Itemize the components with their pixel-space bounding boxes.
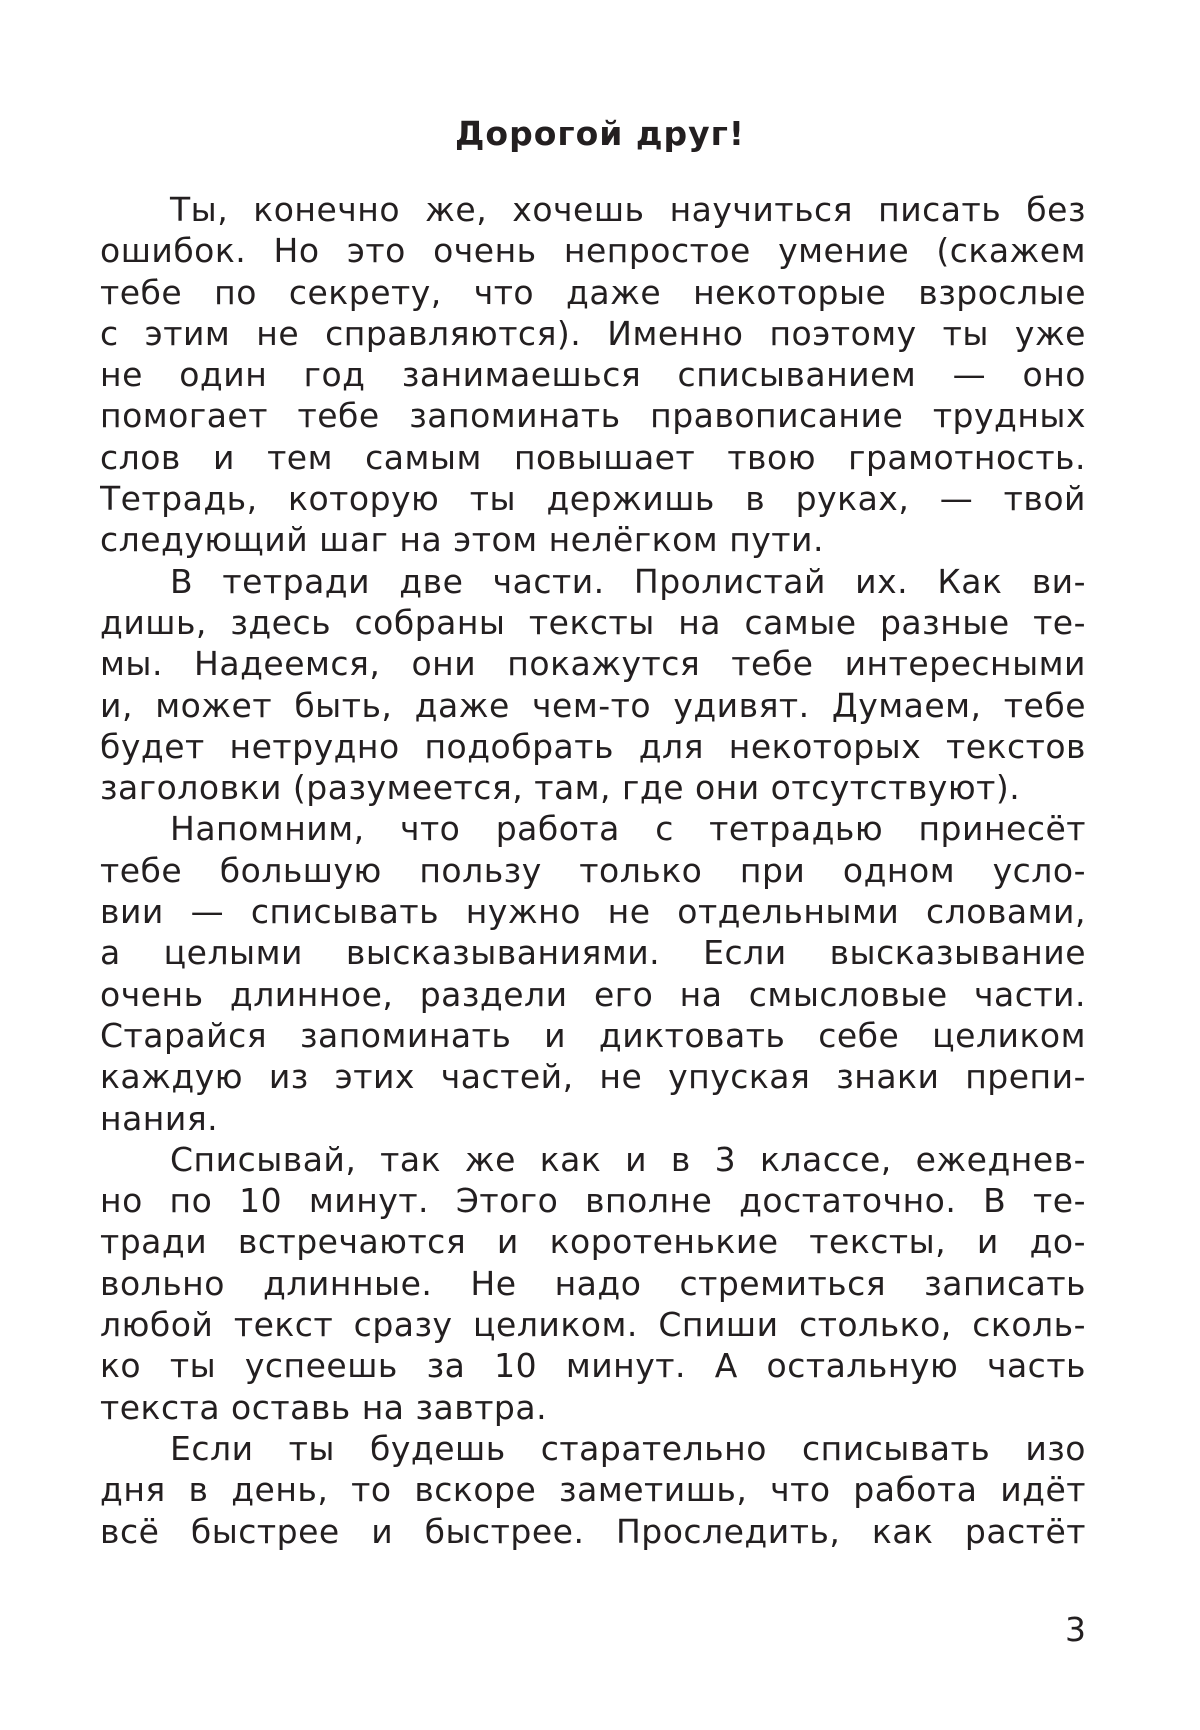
- text-line: тради встречаются и коротенькие тексты, и до-: [100, 1222, 1086, 1262]
- text-line: помогает тебе запоминать правописание трудных: [100, 396, 1086, 436]
- text-line: с этим не справляются). Именно поэтому ты уже: [100, 313, 1086, 353]
- text-line: ко ты успеешь за 10 минут. А остальную часть: [100, 1346, 1086, 1386]
- text-line: заголовки (разумеется, там, где они отсутствуют).: [100, 768, 1021, 808]
- text-line: но по 10 минут. Этого вполне достаточно. В те-: [100, 1181, 1086, 1221]
- text-line: Списывай, так же как и в 3 классе, ежеднев-: [170, 1139, 1086, 1179]
- text-line: нания.: [100, 1098, 219, 1138]
- text-line: дня в день, то вскоре заметишь, что работа идёт: [100, 1470, 1086, 1510]
- text-line: тебе большую пользу только при одном усло-: [100, 850, 1086, 890]
- text-line: всё быстрее и быстрее. Проследить, как растёт: [100, 1511, 1086, 1551]
- text-line: Тетрадь, которую ты держишь в руках, — твой: [100, 479, 1086, 519]
- text-line: очень длинное, раздели его на смысловые части.: [100, 974, 1086, 1014]
- text-line: В тетради две части. Пролистай их. Как ви-: [170, 561, 1086, 601]
- text-line: Ты, конечно же, хочешь научиться писать без: [170, 190, 1086, 229]
- text-line: вии — списывать нужно не отдельными словами,: [100, 892, 1086, 932]
- text-line: следующий шаг на этом нелёгком пути.: [100, 520, 824, 560]
- text-line: вольно длинные. Не надо стремиться записать: [100, 1263, 1086, 1303]
- text-line: Если ты будешь старательно списывать изо: [170, 1428, 1086, 1468]
- text-line: текста оставь на завтра.: [100, 1387, 548, 1427]
- text-line: ошибок. Но это очень непростое умение (скажем: [100, 231, 1086, 271]
- text-line: слов и тем самым повышает твою грамотность.: [100, 437, 1086, 477]
- body-text: [100, 189, 1086, 1552]
- text-line: не один год занимаешься списыванием — оно: [100, 355, 1086, 395]
- text-line: каждую из этих частей, не упуская знаки препи-: [100, 1057, 1086, 1097]
- page-title: Дорогой друг!: [455, 114, 745, 153]
- text-line: дишь, здесь собраны тексты на самые разные те-: [100, 602, 1086, 642]
- text-line: Старайся запоминать и диктовать себе целиком: [100, 1015, 1086, 1055]
- text-line: любой текст сразу целиком. Спиши столько, сколь-: [100, 1305, 1086, 1345]
- text-line: будет нетрудно подобрать для некоторых текстов: [100, 726, 1086, 766]
- text-line: мы. Надеемся, они покажутся тебе интересными: [100, 644, 1086, 684]
- page-number: 3: [1065, 1610, 1086, 1649]
- text-line: тебе по секрету, что даже некоторые взрослые: [100, 272, 1086, 312]
- text-line: и, может быть, даже чем-то удивят. Думаем, тебе: [100, 685, 1086, 725]
- text-line: Напомним, что работа с тетрадью принесёт: [170, 809, 1086, 849]
- text-line: а целыми высказываниями. Если высказывание: [100, 933, 1086, 973]
